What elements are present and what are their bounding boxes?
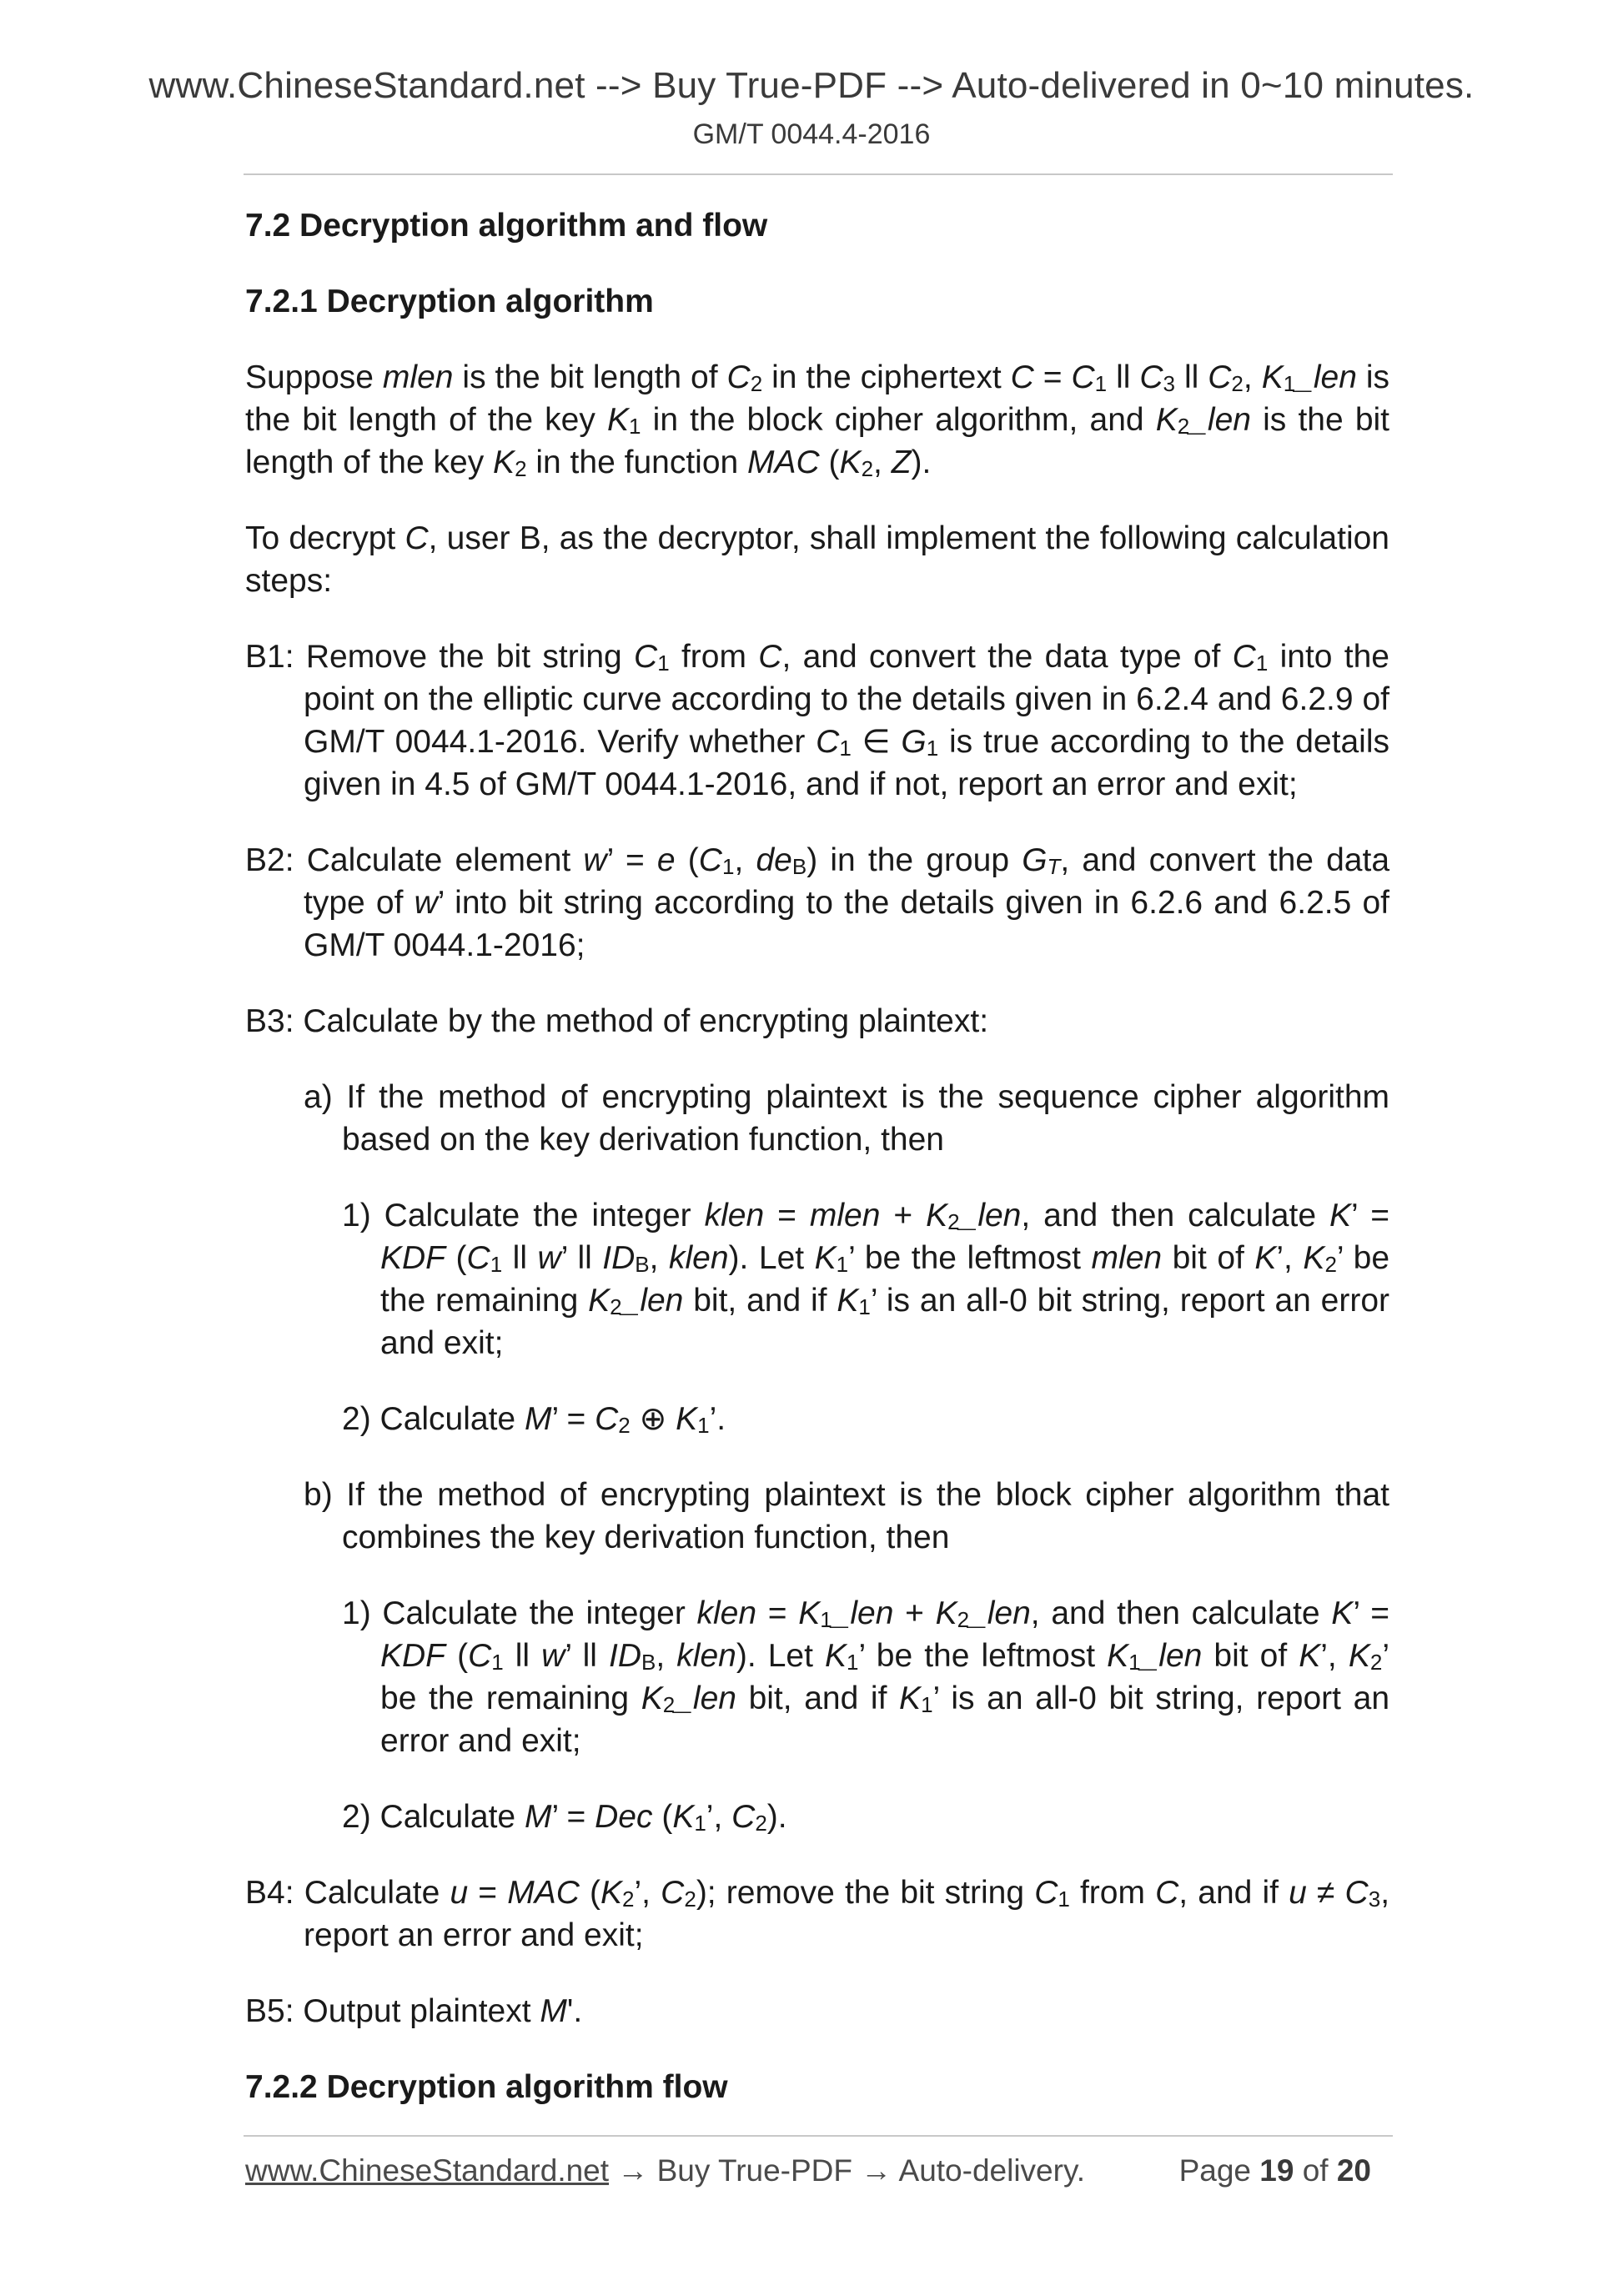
- step-b3-b-1-label: 1): [342, 1595, 371, 1631]
- step-b3-b-1: 1) Calculate the integer klen = $K_1\_len$ + $K_2\_len$, and then calculate K’ = KDF ($C_1$ ll w’ ll $ID_B$, klen). Let $K_1$’ be the leftmost $K_1\_len$ bit of K’, $K_2$’ be the remaining $K_2\_len$ bit, and if $K_1$’ is an all-0 bit string, report an error and exit;: [342, 1595, 1390, 1759]
- step-b3-a-2: 2) Calculate M’ = $C_2$ ⊕ $K_1$’.: [342, 1401, 726, 1438]
- step-b3-b-label: b): [304, 1477, 333, 1513]
- subsection-heading-decryption-flow: 7.2.2 Decryption algorithm flow: [245, 2069, 728, 2105]
- step-b5: B5: Output plaintext M'.: [245, 1993, 583, 2029]
- step-b3-label: B3:: [245, 1003, 294, 1039]
- header-site-banner: www.ChineseStandard.net --> Buy True-PDF --> Auto-delivered in 0~10 minutes.: [148, 65, 1475, 106]
- footer-left: [245, 2153, 1085, 2188]
- step-b1: B1: Remove the bit string $C_1$ from C, and convert the data type of $C_1$ into the point on the elliptic curve according to the details given in 6.2.4 and 6.2.9 of GM/T 0044.1-2016. Verify whether $C_1$ ∈ $G_1$ is true according to the details given in 4.5 of GM/T 0044.1-2016, and if not, report an error and exit;: [245, 639, 1389, 802]
- step-b4: B4: Calculate u = MAC ($K_2$’, $C_2$); remove the bit string $C_1$ from C, and if $u \ne C_3$, report an error and exit;: [245, 1875, 1390, 1953]
- step-b3-text: Calculate by the method of encrypting plaintext:: [303, 1003, 989, 1039]
- step-b3-a-1-label: 1): [342, 1198, 371, 1233]
- page-current: 19: [1259, 2153, 1294, 2188]
- page-of: of: [1294, 2153, 1337, 2188]
- step-b2-label: B2:: [245, 842, 294, 878]
- step-b2: B2: Calculate element w’ = e ($C_1$, $de_B$) in the group $G_T$, and convert the data type of w’ into bit string according to the details given in 6.2.6 and 6.2.5 of GM/T 0044.1-2016;: [245, 842, 1390, 963]
- step-b3-b-2-label: 2): [342, 1799, 371, 1835]
- step-b3-b-2: 2) Calculate M’ = Dec ($K_1$’, $C_2$).: [342, 1799, 787, 1836]
- page-total: 20: [1336, 2153, 1371, 2188]
- footer-divider: [244, 2135, 1393, 2137]
- step-b3-a: a) If the method of encrypting plaintext is the sequence cipher algorithm based on the key derivation function, then: [304, 1079, 1389, 1158]
- step-b4-label: B4:: [245, 1875, 294, 1911]
- header-standard-number: GM/T 0044.4-2016: [692, 118, 931, 150]
- step-b3-a-2-label: 2): [342, 1401, 371, 1437]
- step-b3-b: b) If the method of encrypting plaintext is the block cipher algorithm that combines the key derivation function, then: [304, 1477, 1389, 1555]
- page-number: [1179, 2153, 1371, 2188]
- subsection-heading-decryption-algorithm: 7.2.1 Decryption algorithm: [245, 284, 654, 319]
- page-label: Page: [1178, 2153, 1260, 2188]
- footer-site-link[interactable]: www.ChineseStandard.net: [245, 2153, 610, 2188]
- document-body: [245, 204, 1389, 2142]
- footer-tagline: → Buy True-PDF → Auto-delivery.: [609, 2153, 1085, 2188]
- paragraph-definitions: Suppose mlen is the bit length of $C_2$ in the ciphertext $C = C_1$ ll $C_3$ ll $C_2$, $K_1\_len$ is the bit length of the key $K_1$ in the block cipher algorithm, and $K_2\_len$ is the bit length of the key $K_2$ in the function MAC ($K_2$, Z).: [245, 359, 1390, 481]
- step-b3-a-1: 1) Calculate the integer klen = mlen + $K_2\_len$, and then calculate K’ = KDF ($C_1$ ll w’ ll $ID_B$, klen). Let $K_1$’ be the leftmost mlen bit of K’, $K_2$’ be the remaining $K_2\_len$ bit, and if $K_1$’ is an all-0 bit string, report an error and exit;: [342, 1198, 1390, 1361]
- header-divider: [244, 173, 1393, 175]
- step-b3: [245, 1000, 1389, 1042]
- step-b3-a-label: a): [304, 1079, 333, 1115]
- section-heading: 7.2 Decryption algorithm and flow: [245, 208, 768, 244]
- step-b5-label: B5:: [245, 1993, 294, 2029]
- paragraph-intro: To decrypt C, user B, as the decryptor, shall implement the following calculation steps:: [245, 520, 1389, 599]
- step-b1-label: B1:: [245, 639, 294, 675]
